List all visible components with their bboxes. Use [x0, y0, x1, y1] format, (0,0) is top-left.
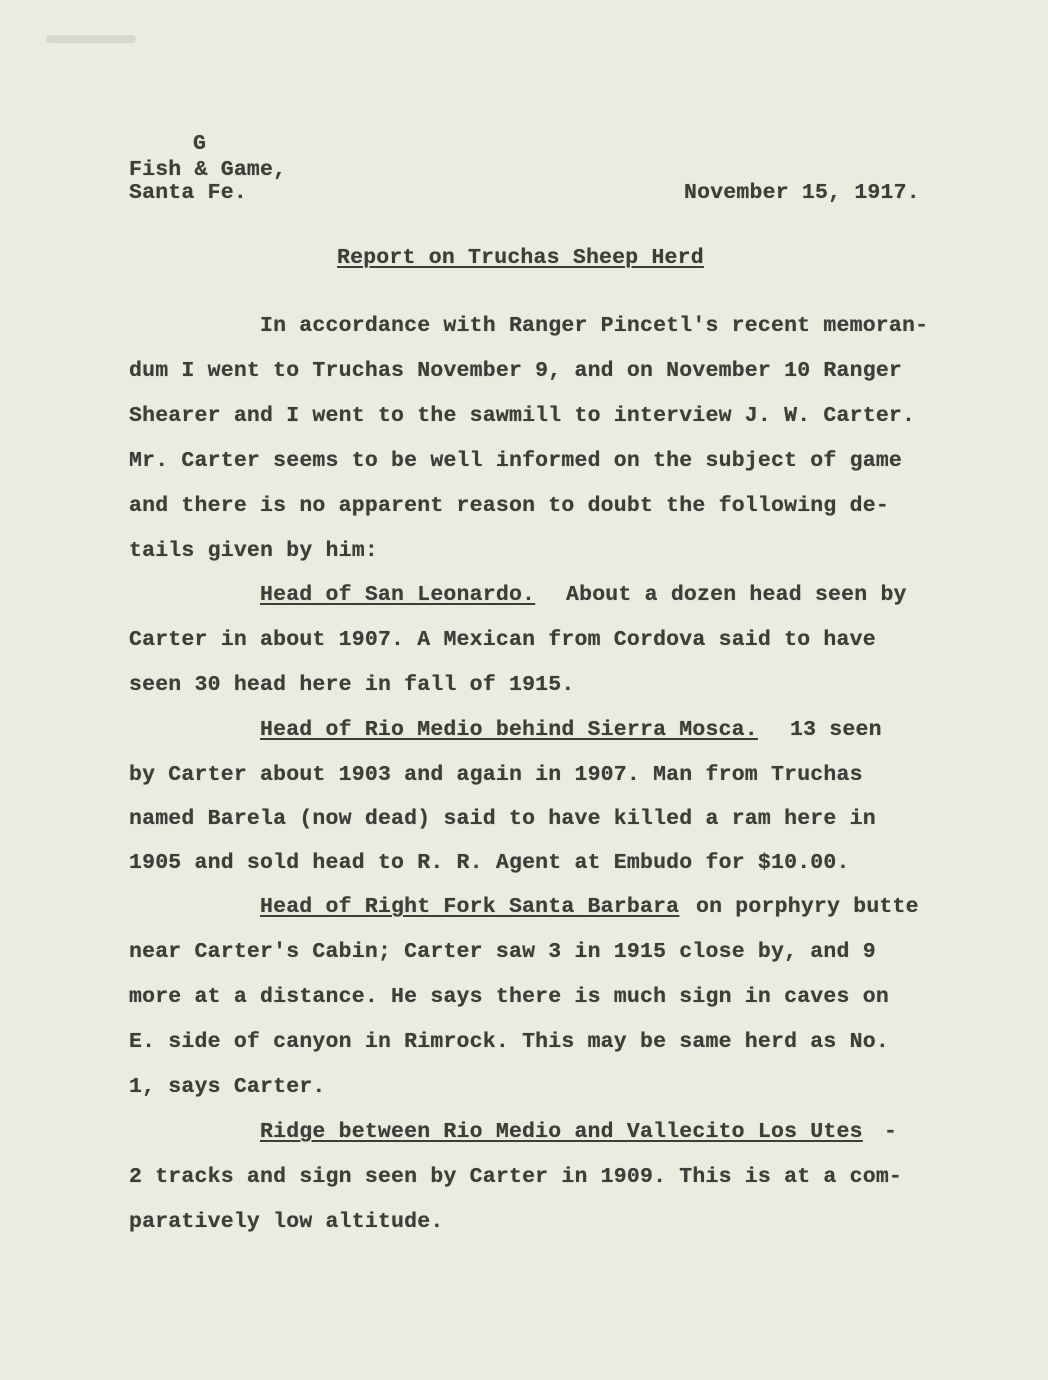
- department: Fish & Game,: [129, 158, 287, 182]
- paragraph-line: named Barela (now dead) said to have killed a ram here in: [129, 807, 876, 831]
- paragraph-line: and there is no apparent reason to doubt the following de-: [129, 494, 889, 518]
- paragraph-line: more at a distance. He says there is much sign in caves on: [129, 985, 889, 1009]
- paragraph-line: In accordance with Ranger Pincetl's recent memoran-: [260, 314, 929, 338]
- section-heading: Head of Rio Medio behind Sierra Mosca.: [260, 718, 758, 742]
- file-code: G: [193, 132, 207, 156]
- paragraph-line: tails given by him:: [129, 539, 378, 563]
- paragraph-line: 2 tracks and sign seen by Carter in 1909. This is at a com-: [129, 1165, 903, 1189]
- city: Santa Fe.: [129, 181, 247, 205]
- paragraph-line: 13 seen: [790, 718, 882, 742]
- paragraph-line: -: [884, 1120, 898, 1144]
- paragraph-line: 1905 and sold head to R. R. Agent at Embudo for $10.00.: [129, 851, 850, 875]
- paragraph-line: paratively low altitude.: [129, 1210, 444, 1234]
- paragraph-line: E. side of canyon in Rimrock. This may be same herd as No.: [129, 1030, 889, 1054]
- section-heading: Ridge between Rio Medio and Vallecito Los Utes: [260, 1120, 863, 1144]
- corner-smudge: [46, 35, 136, 43]
- date: November 15, 1917.: [684, 181, 920, 205]
- paragraph-line: seen 30 head here in fall of 1915.: [129, 673, 575, 697]
- paragraph-line: Carter in about 1907. A Mexican from Cordova said to have: [129, 628, 876, 652]
- paragraph-line: dum I went to Truchas November 9, and on November 10 Ranger: [129, 359, 903, 383]
- paragraph-line: near Carter's Cabin; Carter saw 3 in 1915 close by, and 9: [129, 940, 876, 964]
- paragraph-line: About a dozen head seen by: [566, 583, 907, 607]
- section-heading: Head of San Leonardo.: [260, 583, 536, 607]
- report-title: Report on Truchas Sheep Herd: [337, 246, 704, 270]
- section-heading: Head of Right Fork Santa Barbara: [260, 895, 680, 919]
- paragraph-line: 1, says Carter.: [129, 1075, 326, 1099]
- paragraph-line: by Carter about 1903 and again in 1907. Man from Truchas: [129, 763, 863, 787]
- paragraph-line: Mr. Carter seems to be well informed on the subject of game: [129, 449, 903, 473]
- paragraph-line: Shearer and I went to the sawmill to interview J. W. Carter.: [129, 404, 916, 428]
- paragraph-line: on porphyry butte: [696, 895, 919, 919]
